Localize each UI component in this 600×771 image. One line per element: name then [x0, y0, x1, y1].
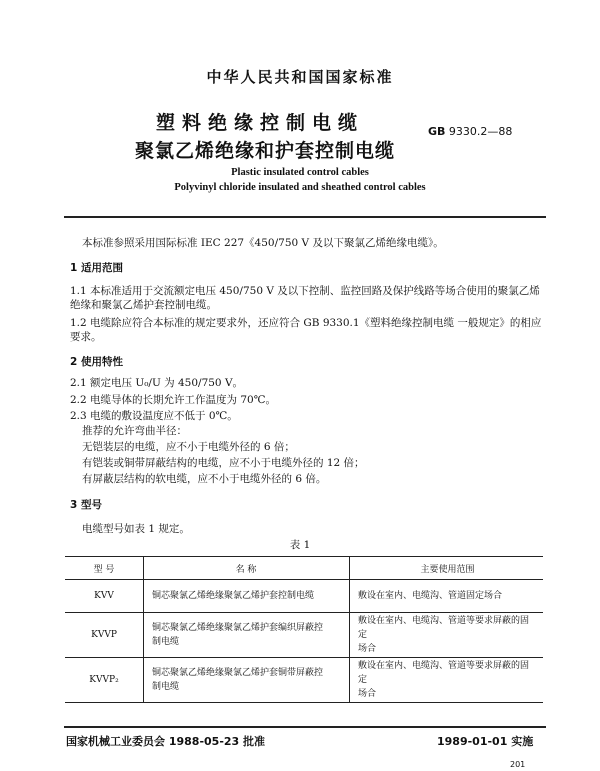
table-header-row [65, 557, 543, 580]
table-cell-usage-line1: 敷设在室内、电缆沟、管道固定场合 [358, 591, 503, 601]
table-cell-model: KVV [65, 580, 144, 613]
table-cell-usage [350, 613, 544, 658]
table-cell-model: KVVP [65, 613, 144, 658]
clause-1-2-line2: 要求。 [70, 331, 102, 343]
table-cell-name-line1: 铜芯聚氯乙烯绝缘聚氯乙烯护套控制电缆 [152, 591, 315, 601]
table-cell-usage-line1: 敷设在室内、电缆沟、管道等要求屏蔽的固定 [358, 661, 530, 685]
clause-1-1-line2: 绝缘和聚氯乙烯护套控制电缆。 [70, 299, 217, 311]
table-cell-name [144, 613, 350, 658]
table-cell-usage-line2: 场合 [358, 689, 377, 699]
table-cell-model: KVVP₂ [65, 658, 144, 703]
approval-statement: 国家机械工业委员会 1988-05-23 批准 [66, 735, 266, 748]
cable-model-table [65, 556, 543, 703]
table-cell-name-line2: 制电缆 [152, 682, 180, 692]
clause-2-2: 2.2 电缆导体的长期允许工作温度为 70℃。 [70, 394, 276, 406]
page-number: 201 [510, 760, 526, 769]
table-cell-name [144, 658, 350, 703]
section-1-title: 1 适用范围 [70, 262, 123, 274]
table-row [65, 613, 543, 658]
standard-code-number: 9330.2—88 [448, 125, 513, 138]
header-divider [64, 216, 546, 218]
footer-divider [64, 726, 546, 728]
title-english-line2: Polyvinyl chloride insulated and sheathed control cables [174, 182, 426, 193]
section-3-title: 3 型号 [70, 499, 102, 511]
table-cell-usage [350, 580, 544, 613]
clause-1-1-line1: 1.1 本标准适用于交流额定电压 450/750 V 及以下控制、监控回路及保护线路等场合使用的聚氯乙烯 [70, 285, 540, 297]
section-2-title: 2 使用特性 [70, 356, 123, 368]
table-header-name: 名 称 [144, 557, 350, 580]
clause-2-3: 2.3 电缆的敷设温度应不低于 0℃。 [70, 410, 238, 422]
table-row [65, 658, 543, 703]
table-cell-name-line2: 制电缆 [152, 637, 180, 647]
table-cell-name-line1: 铜芯聚氯乙烯绝缘聚氯乙烯护套编织屏蔽控 [152, 623, 324, 633]
table-cell-usage-line1: 敷设在室内、电缆沟、管道等要求屏蔽的固定 [358, 616, 530, 640]
table-row [65, 580, 543, 613]
standard-code [428, 125, 512, 138]
clause-2-1: 2.1 额定电压 U₀/U 为 450/750 V。 [70, 377, 244, 389]
table-header-usage: 主要使用范围 [350, 557, 544, 580]
bend-radius-title: 推荐的允许弯曲半径： [82, 425, 187, 437]
title-chinese-line1: 塑料绝缘控制电缆 [155, 112, 364, 134]
national-standard-heading: 中华人民共和国国家标准 [206, 68, 394, 86]
intro-paragraph: 本标准参照采用国际标准 IEC 227《450/750 V 及以下聚氯乙烯绝缘电缆》。 [82, 237, 444, 249]
table-header-model: 型 号 [65, 557, 144, 580]
table-cell-name [144, 580, 350, 613]
title-chinese-line2: 聚氯乙烯绝缘和护套控制电缆 [134, 140, 395, 162]
bend-radius-item-2: 有铠装或铜带屏蔽结构的电缆，应不小于电缆外径的 12 倍； [82, 457, 365, 469]
bend-radius-item-1: 无铠装层的电缆，应不小于电缆外径的 6 倍； [82, 441, 295, 453]
table-cell-usage [350, 658, 544, 703]
effective-date: 1989-01-01 实施 [437, 735, 534, 748]
clause-1-2-line1: 1.2 电缆除应符合本标准的规定要求外，还应符合 GB 9330.1《塑料绝缘控制电缆 一般规定》的相应 [70, 317, 542, 329]
table-caption: 表 1 [289, 539, 311, 551]
standard-code-prefix: GB [428, 125, 446, 138]
clause-3-text: 电缆型号如表 1 规定。 [82, 523, 190, 535]
table-cell-name-line1: 铜芯聚氯乙烯绝缘聚氯乙烯护套铜带屏蔽控 [152, 668, 324, 678]
bend-radius-item-3: 有屏蔽层结构的软电缆，应不小于电缆外径的 6 倍。 [82, 473, 327, 485]
title-english-line1: Plastic insulated control cables [231, 167, 369, 178]
table-cell-usage-line2: 场合 [358, 644, 377, 654]
